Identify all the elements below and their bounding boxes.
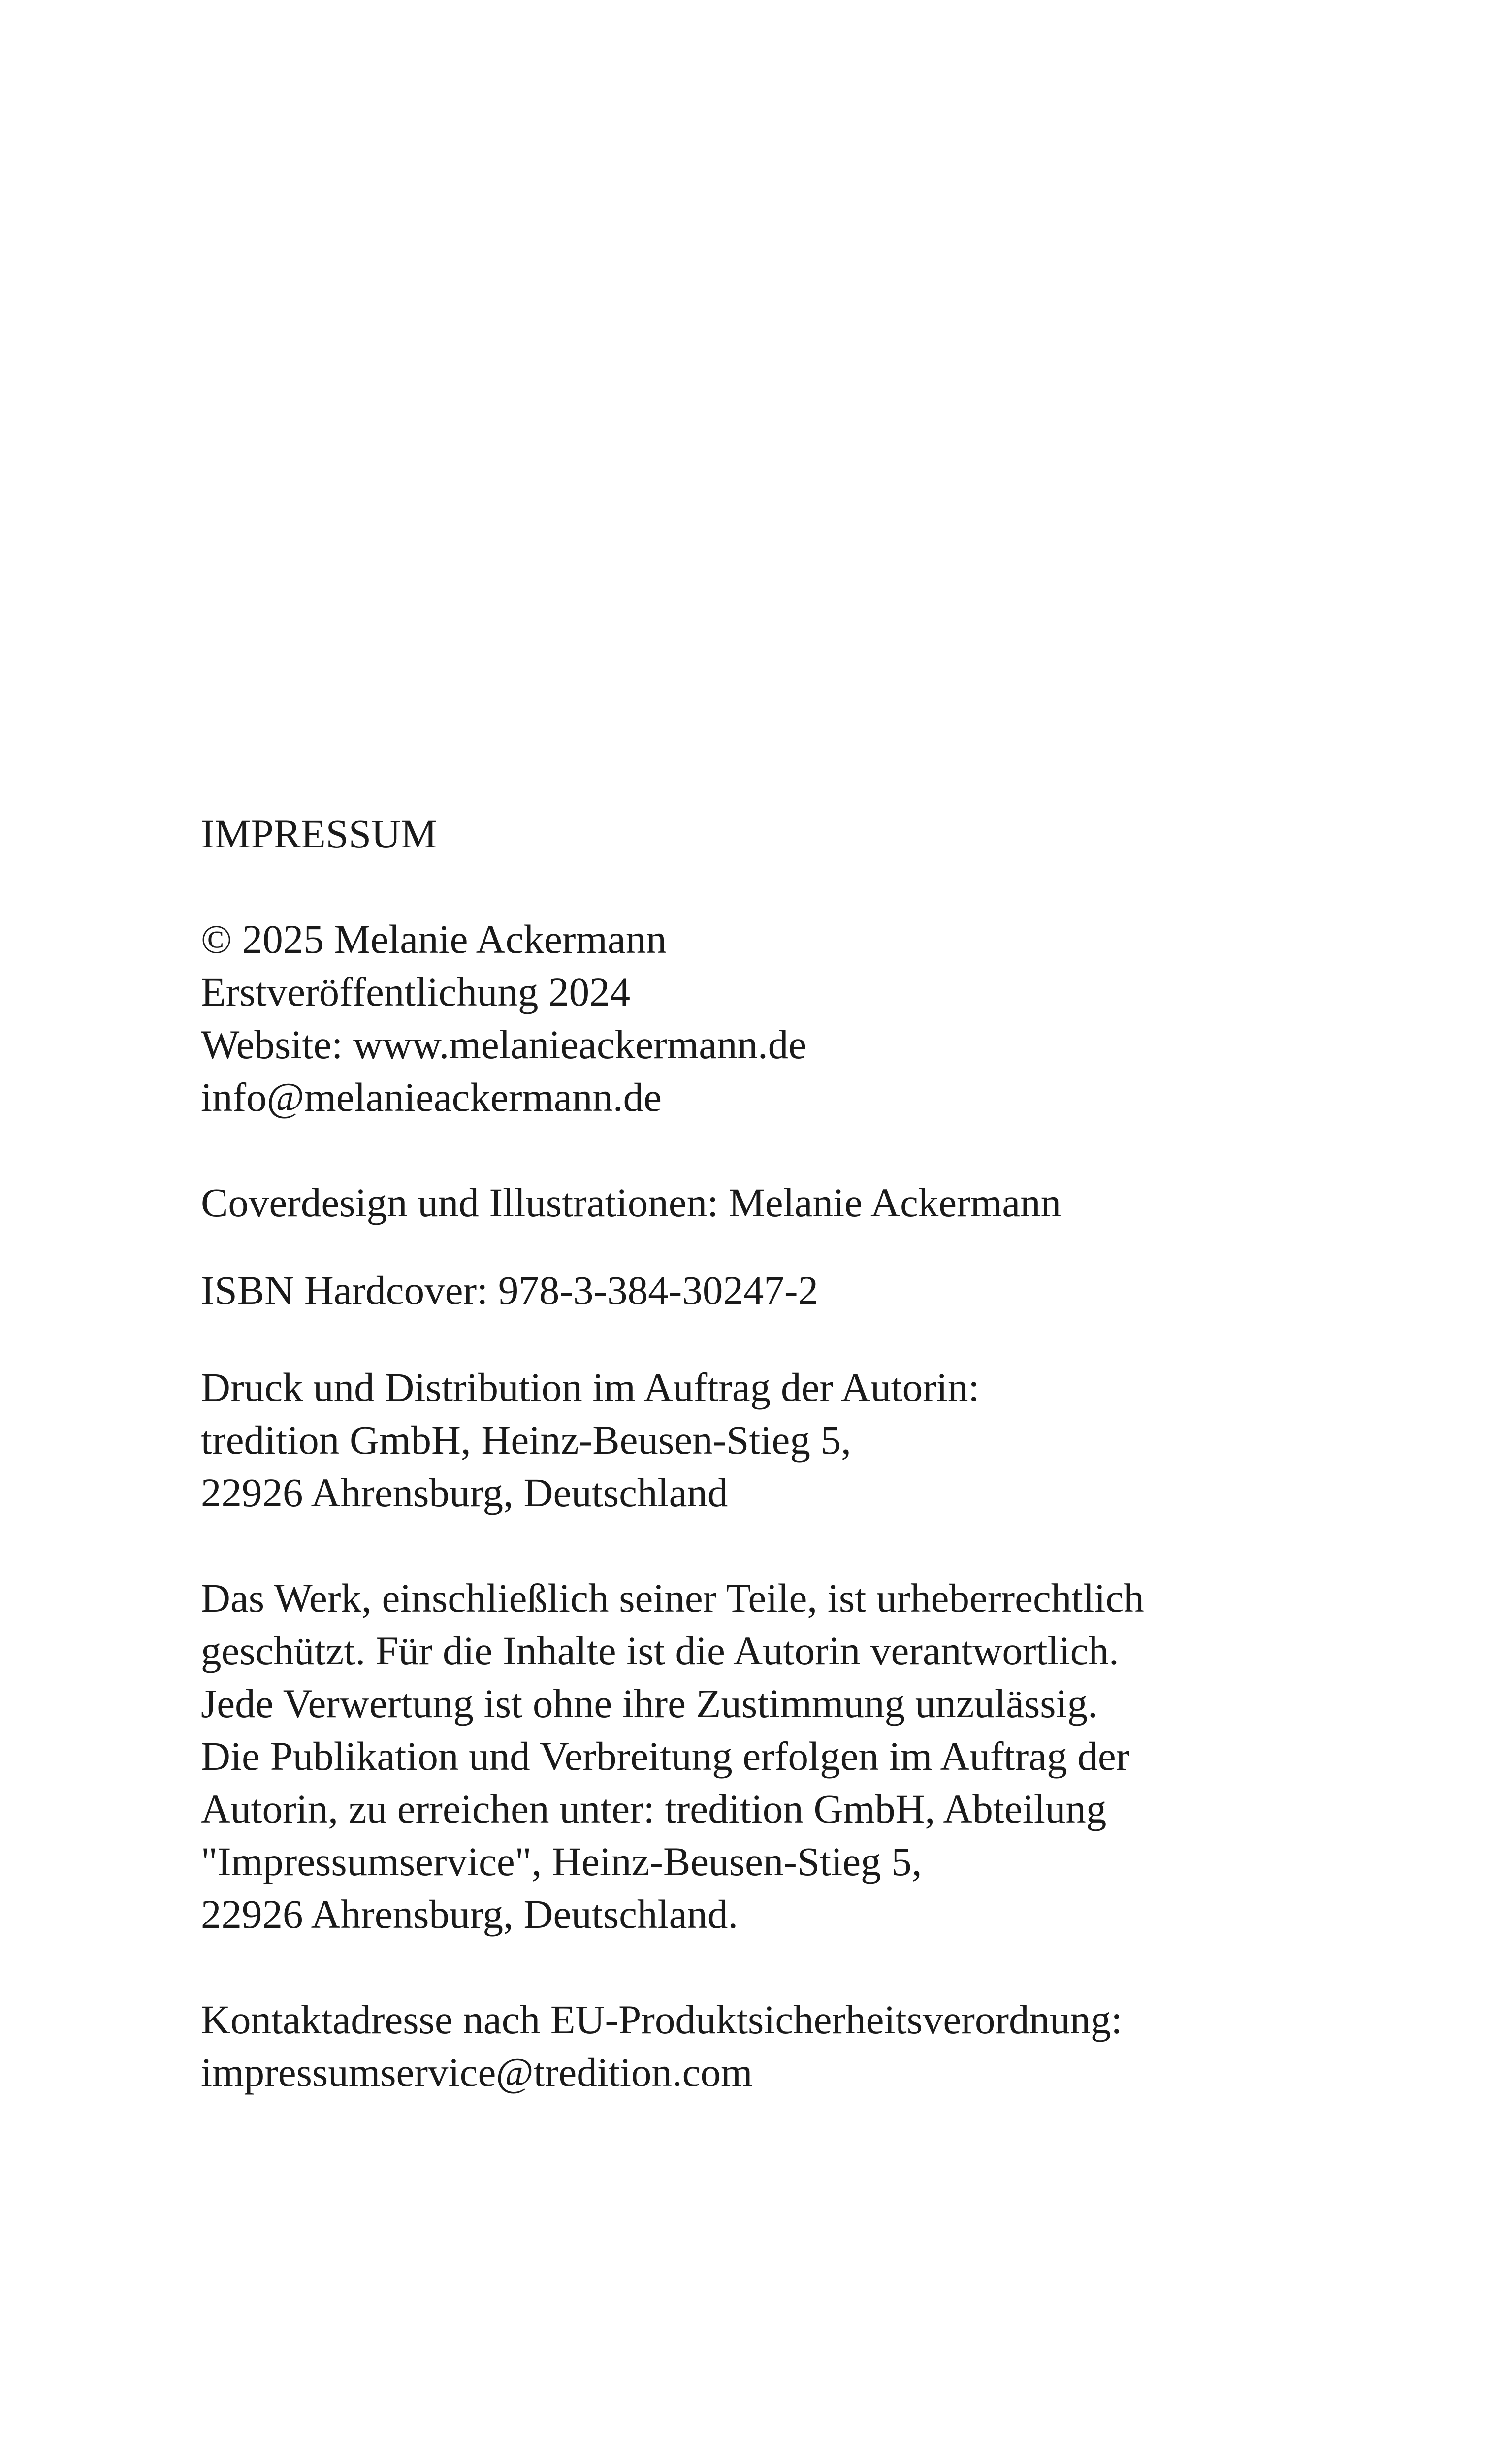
distribution-section (201, 1361, 1383, 1519)
legal-line: Autorin, zu erreichen unter: tredition GmbH, Abteilung (201, 1786, 1107, 1831)
spacer (201, 860, 1383, 913)
contact-line: Kontaktadresse nach EU-Produktsicherheitsverordnung: (201, 1997, 1123, 2042)
spacer (201, 1124, 1383, 1176)
distribution-line: Druck und Distribution im Auftrag der Autorin: (201, 1365, 980, 1410)
spacer (201, 1941, 1383, 1993)
distribution-line: tredition GmbH, Heinz-Beusen-Stieg 5, (201, 1417, 851, 1463)
first-publication-line: Erstveröffentlichung 2024 (201, 969, 631, 1014)
imprint-block (201, 808, 1383, 2099)
contact-section (201, 1993, 1383, 2099)
contact-email-line: impressumservice@tredition.com (201, 2050, 753, 2095)
legal-section (201, 1572, 1383, 1941)
legal-line: geschützt. Für die Inhalte ist die Autorin verantwortlich. (201, 1628, 1119, 1673)
spacer (201, 1519, 1383, 1572)
imprint-heading: IMPRESSUM (201, 811, 437, 856)
legal-line: Die Publikation und Verbreitung erfolgen im Auftrag der (201, 1733, 1130, 1779)
cover-credit-line: Coverdesign und Illustrationen: Melanie Ackermann (201, 1180, 1062, 1225)
spacer (201, 1317, 1383, 1361)
legal-line: "Impressumservice", Heinz-Beusen-Stieg 5, (201, 1839, 922, 1884)
distribution-line: 22926 Ahrensburg, Deutschland (201, 1470, 728, 1515)
legal-line: Jede Verwertung ist ohne ihre Zustimmung unzulässig. (201, 1681, 1098, 1726)
spacer (201, 1229, 1383, 1264)
legal-line: Das Werk, einschließlich seiner Teile, ist urheberrechtlich (201, 1575, 1144, 1621)
isbn-line: ISBN Hardcover: 978-3-384-30247-2 (201, 1268, 818, 1313)
copyright-line: © 2025 Melanie Ackermann (201, 916, 667, 962)
website-line: Website: www.melanieackermann.de (201, 1022, 807, 1067)
legal-line: 22926 Ahrensburg, Deutschland. (201, 1891, 739, 1937)
email-line: info@melanieackermann.de (201, 1075, 662, 1120)
copyright-section (201, 913, 1383, 1124)
